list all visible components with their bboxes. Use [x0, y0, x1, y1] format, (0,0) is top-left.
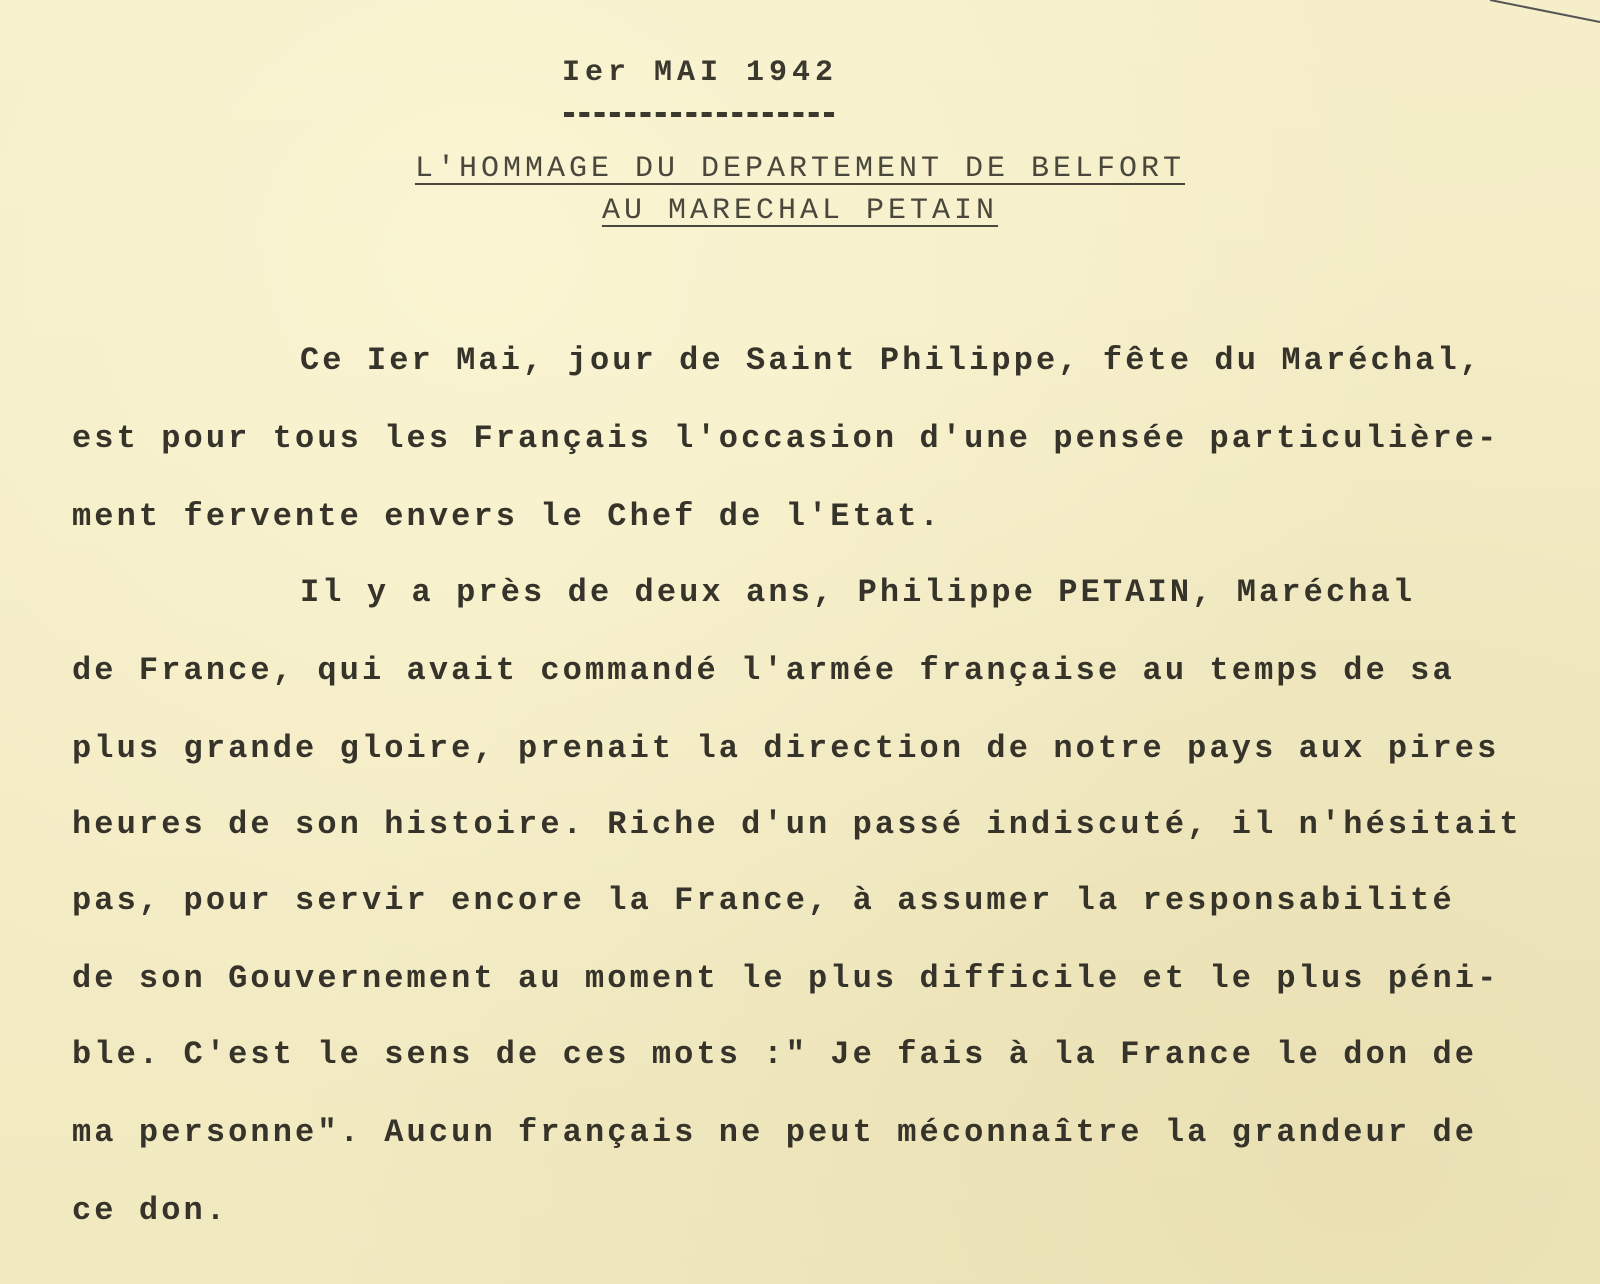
- paragraph-2-line-6: de son Gouvernement au moment le plus difficile et le plus péni-: [72, 960, 1500, 997]
- document-title-line-2: [0, 194, 1600, 228]
- paragraph-2-line-9: ce don.: [72, 1192, 229, 1229]
- paragraph-1-line-2: est pour tous les Français l'occasion d'une pensée particulière-: [72, 420, 1500, 457]
- paragraph-2-line-3: plus grande gloire, prenait la direction de notre pays aux pires: [72, 730, 1500, 767]
- paragraph-2-line-1: Il y a près de deux ans, Philippe PETAIN, Maréchal: [300, 574, 1416, 611]
- paragraph-2-line-5: pas, pour servir encore la France, à assumer la responsabilité: [72, 882, 1455, 919]
- paragraph-2-line-2: de France, qui avait commandé l'armée française au temps de sa: [72, 652, 1455, 689]
- dashed-separator: [564, 112, 834, 117]
- title-line-1-text: L'HOMMAGE DU DEPARTEMENT DE BELFORT: [414, 152, 1186, 186]
- title-line-2-text: AU MARECHAL PETAIN: [601, 194, 999, 228]
- paragraph-1-line-1: Ce Ier Mai, jour de Saint Philippe, fête du Maréchal,: [300, 342, 1483, 379]
- paragraph-2-line-8: ma personne". Aucun français ne peut méconnaître la grandeur de: [72, 1114, 1478, 1151]
- corner-pen-mark: [1460, 0, 1600, 40]
- paragraph-2-line-7: ble. C'est le sens de ces mots :" Je fais à la France le don de: [72, 1036, 1478, 1073]
- document-date: Ier MAI 1942: [561, 56, 839, 90]
- document-title-line-1: [0, 152, 1600, 186]
- paragraph-1-line-3: ment fervente envers le Chef de l'Etat.: [72, 498, 942, 535]
- paragraph-2-line-4: heures de son histoire. Riche d'un passé indiscuté, il n'hésitait: [72, 806, 1522, 843]
